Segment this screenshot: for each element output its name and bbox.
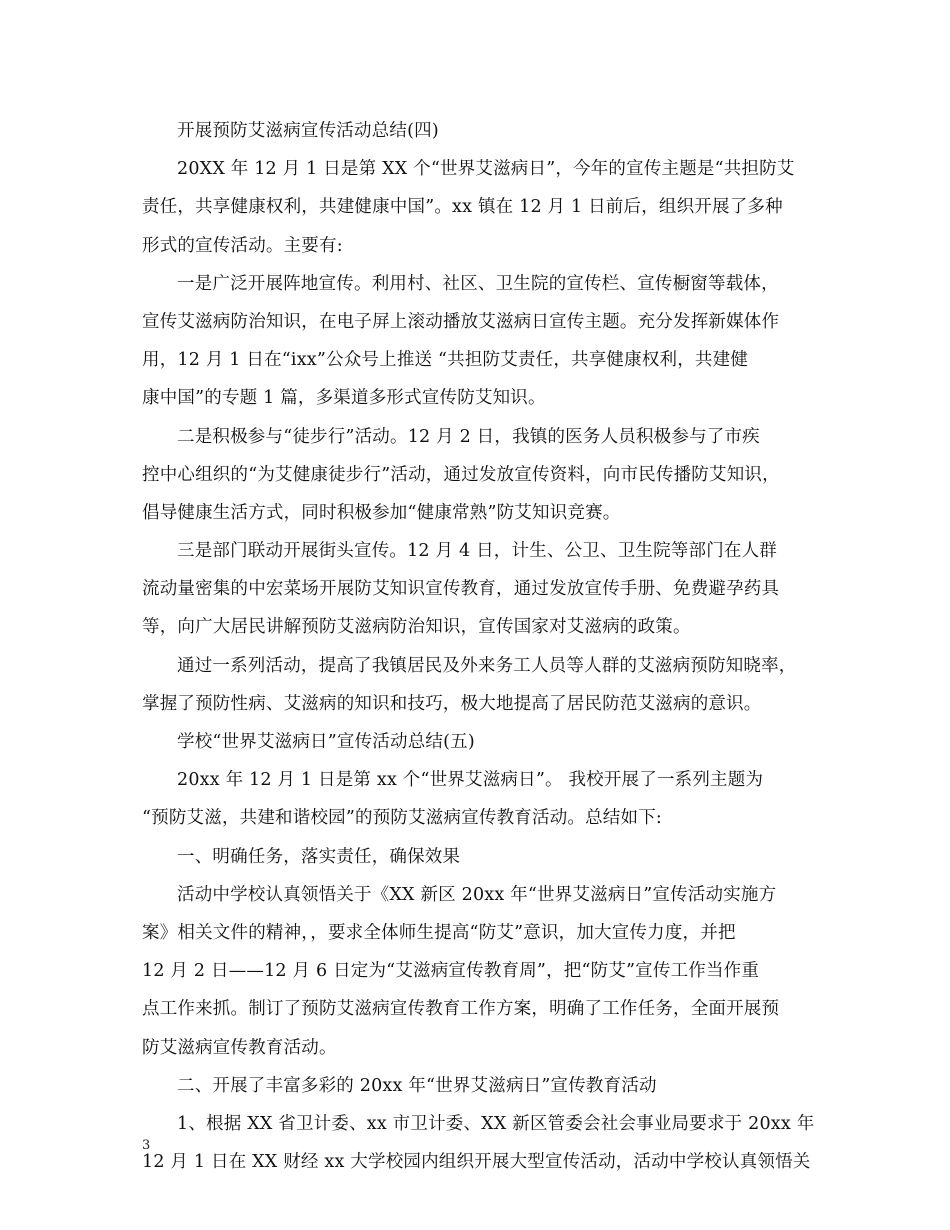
text-line: 掌握了预防性病、艾滋病的知识和技巧，极大地提高了居民防范艾滋病的意识。 [142, 693, 762, 714]
text-line: 等，向广大居民讲解预防艾滋病防治知识，宣传国家对艾滋病的政策。 [142, 617, 691, 638]
text-line: 1、根据 XX 省卫计委、xx 市卫计委、XX 新区管委会社会事业局要求于 20xx 年 [177, 1113, 815, 1134]
document-body [142, 112, 822, 1181]
text-line: “预防艾滋，共建和谐校园”的预防艾滋病宣传教育活动。总结如下: [142, 808, 662, 829]
page-number: 3 [142, 1138, 151, 1153]
text-line: 活动中学校认真领悟关于《XX 新区 20xx 年“世界艾滋病日”宣传活动实施方 [177, 884, 777, 905]
text-line: 案》相关文件的精神，，要求全体师生提高“防艾”意识，加大宣传力度，并把 [142, 922, 736, 943]
text-line: 12 月 1 日在 XX 财经 xx 大学校园内组织开展大型宣传活动，活动中学校认真领悟关 [142, 1152, 811, 1173]
text-line: 一是广泛开展阵地宣传。利用村、社区、卫生院的宣传栏、宣传橱窗等载体， [177, 273, 779, 294]
text-line: 12 月 2 日——12 月 6 日定为“艾滋病宣传教育周”，把“防艾”宣传工作当作重 [142, 961, 760, 982]
text-line: 用，12 月 1 日在“ixx”公众号上推送 “共担防艾责任，共享健康权利，共建健 [142, 350, 749, 371]
text-line: 宣传艾滋病防治知识，在电子屏上滚动播放艾滋病日宣传主题。充分发挥新媒体作 [142, 311, 780, 332]
text-line: 康中国”的专题 1 篇，多渠道多形式宣传防艾知识。 [142, 388, 546, 409]
text-line: 控中心组织的“为艾健康徒步行”活动，通过发放宣传资料，向市民传播防艾知识， [142, 464, 780, 485]
section-title-5: 学校“世界艾滋病日”宣传活动总结(五) [177, 732, 475, 752]
text-line: 防艾滋病宣传教育活动。 [142, 1037, 337, 1058]
subheading: 二、开展了丰富多彩的 20xx 年“世界艾滋病日”宣传教育活动 [177, 1075, 657, 1096]
text-line: 责任，共享健康权利，共建健康中国”。xx 镇在 12 月 1 日前后，组织开展了多种 [142, 197, 783, 218]
text-line: 20xx 年 12 月 1 日是第 xx 个“世界艾滋病日”。 我校开展了一系列主题为 [177, 770, 764, 791]
text-line: 点工作来抓。制订了预防艾滋病宣传教育工作方案，明确了工作任务，全面开展预 [142, 999, 780, 1020]
text-line: 形式的宣传活动。主要有: [142, 235, 343, 256]
section-title-4: 开展预防艾滋病宣传活动总结(四) [177, 121, 439, 141]
text-line: 20XX 年 12 月 1 日是第 XX 个“世界艾滋病日”，今年的宣传主题是“共担防艾 [177, 159, 795, 180]
text-line: 三是部门联动开展街头宣传。12 月 4 日，计生、公卫、卫生院等部门在人群 [177, 541, 777, 562]
text-line: 流动量密集的中宏菜场开展防艾知识宣传教育，通过发放宣传手册、免费避孕药具 [142, 579, 780, 600]
subheading: 一、明确任务，落实责任，确保效果 [177, 846, 461, 867]
text-line: 二是积极参与“徒步行”活动。12 月 2 日，我镇的医务人员积极参与了市疾 [177, 426, 760, 447]
text-line: 通过一系列活动，提高了我镇居民及外来务工人员等人群的艾滋病预防知晓率， [177, 655, 797, 676]
text-line: 倡导健康生活方式，同时积极参加“健康常熟”防艾知识竞赛。 [142, 502, 621, 523]
